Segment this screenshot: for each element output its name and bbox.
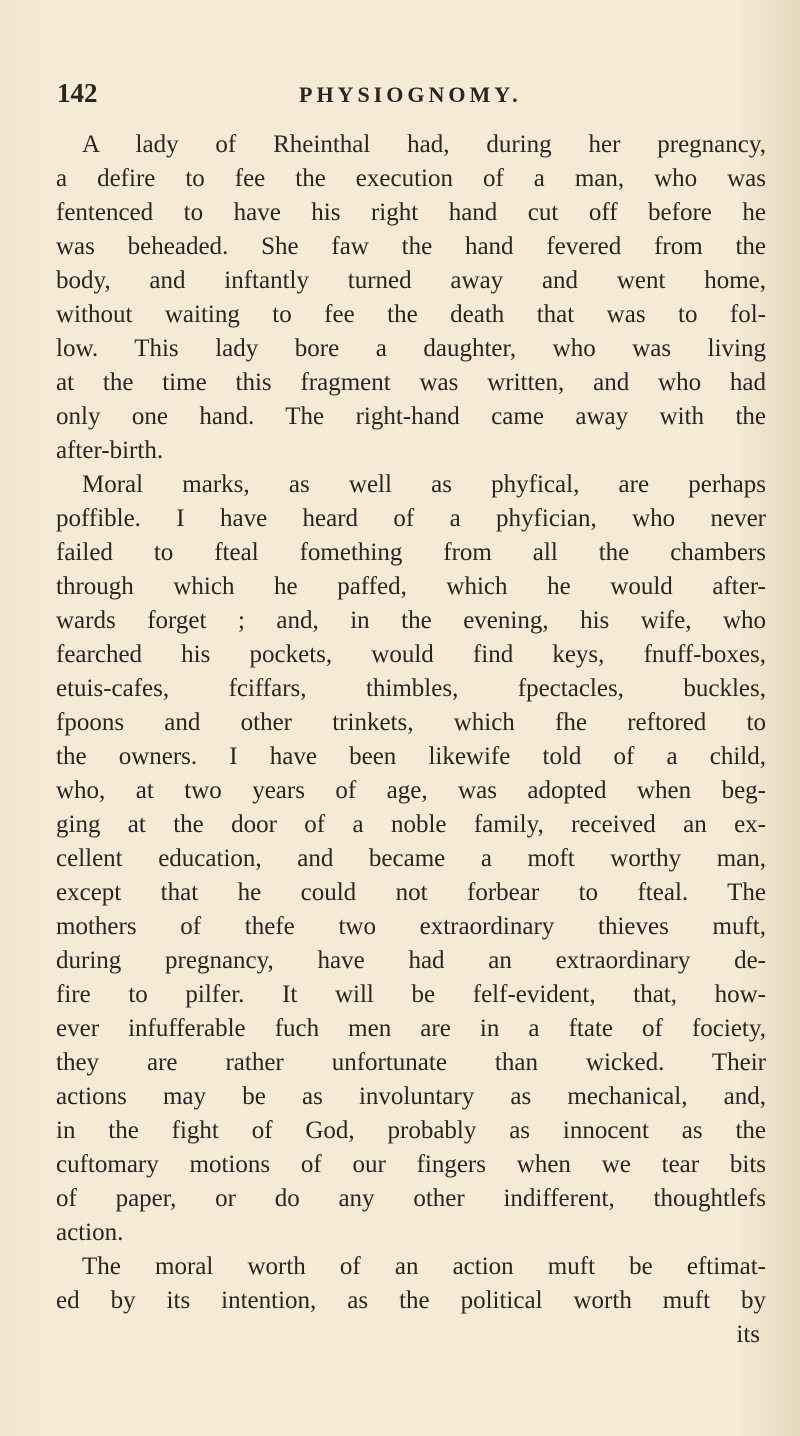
text-line: fpoons and other trinkets, which fhe reftored to [56, 709, 766, 736]
text-line: was beheaded. She faw the hand fevered from the [56, 233, 766, 260]
text-line: The moral worth of an action muft be eftimat- [82, 1253, 766, 1280]
text-line: cuftomary motions of our fingers when we tear bits [56, 1151, 766, 1178]
catchword: its [736, 1321, 760, 1348]
text-line: except that he could not forbear to fteal. The [56, 879, 766, 906]
text-line: wards forget ; and, in the evening, his wife, who [56, 607, 766, 634]
text-line: cellent education, and became a moft worthy man, [56, 845, 766, 872]
body-text [56, 128, 766, 1352]
text-line: who, at two years of age, was adopted when beg- [56, 777, 766, 804]
text-line: through which he paffed, which he would after- [56, 573, 766, 600]
text-line: during pregnancy, have had an extraordinary de- [56, 947, 766, 974]
text-line: low. This lady bore a daughter, who was living [56, 335, 766, 362]
text-line: without waiting to fee the death that was to fol- [56, 301, 766, 328]
running-head [57, 78, 577, 112]
text-line: actions may be as involuntary as mechanical, and, [56, 1083, 766, 1110]
text-line: Moral marks, as well as phyfical, are perhaps [82, 471, 766, 498]
text-line: ever infufferable fuch men are in a ftate of fociety, [56, 1015, 766, 1042]
text-line: mothers of thefe two extraordinary thieves muft, [56, 913, 766, 940]
text-line: fentenced to have his right hand cut off before he [56, 199, 766, 226]
page-number: 142 [57, 78, 98, 108]
text-line: only one hand. The right-hand came away with the [56, 403, 766, 430]
text-line: etuis-cafes, fciffars, thimbles, fpectacles, buckles, [56, 675, 766, 702]
text-line: they are rather unfortunate than wicked. Their [56, 1049, 766, 1076]
text-line: poffible. I have heard of a phyfician, who never [56, 505, 766, 532]
text-line: ed by its intention, as the political worth muft by [56, 1287, 766, 1314]
text-line: fire to pilfer. It will be felf-evident, that, how- [56, 981, 766, 1008]
running-title: PHYSIOGNOMY. [299, 82, 522, 107]
text-line: after-birth. [56, 437, 164, 464]
text-line: a defire to fee the execution of a man, who was [56, 165, 766, 192]
text-line: ging at the door of a noble family, received an ex- [56, 811, 766, 838]
text-line: body, and inftantly turned away and went home, [56, 267, 766, 294]
text-line: at the time this fragment was written, and who had [56, 369, 766, 396]
text-line: A lady of Rheinthal had, during her pregnancy, [82, 131, 766, 158]
text-line: action. [56, 1219, 124, 1246]
text-line: in the fight of God, probably as innocent as the [56, 1117, 766, 1144]
text-line: failed to fteal fomething from all the chambers [56, 539, 766, 566]
text-line: the owners. I have been likewife told of a child, [56, 743, 766, 770]
text-line: fearched his pockets, would find keys, fnuff-boxes, [56, 641, 766, 668]
text-line: of paper, or do any other indifferent, thoughtlefs [56, 1185, 766, 1212]
